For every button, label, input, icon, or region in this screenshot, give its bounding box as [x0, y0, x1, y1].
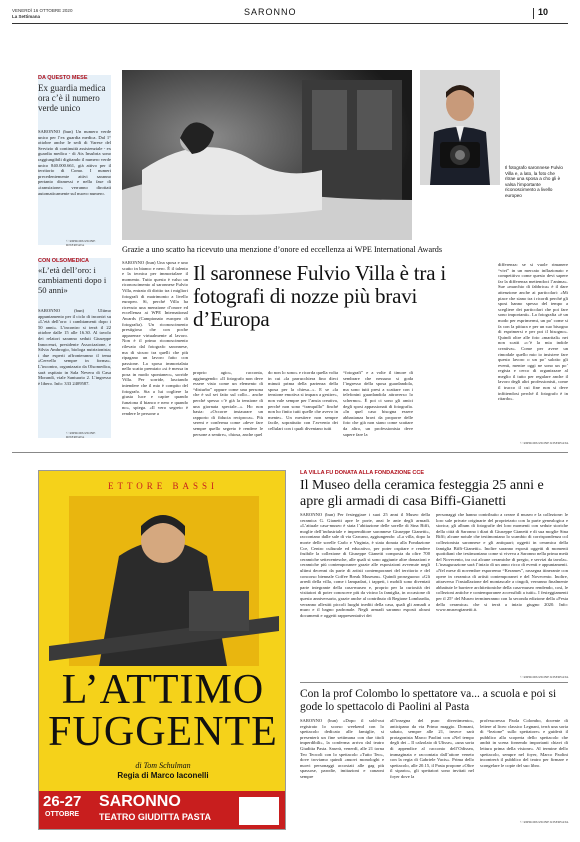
theater-repro: © RIPRODUZIONE RISERVATA — [520, 820, 569, 824]
poster-top-name: ETTORE BASSI — [107, 481, 219, 491]
poster-sponsor-logo — [239, 797, 279, 825]
theater-col1: SARONNO (bun) «Dopo il sold-out registrato lo scorso weekend con lo spettacolo dedicato alle famiglie, si presenterà un fine settimana con due titoli imperdibili», la conferma arriva dal teatro Giuditta Pasta. Saserà, venerdì, alle 21 torna Teo Teocoli con lo spettacolo «Tutto Teo», dove troviamo quindi «nuovi monologhi e nuovi personaggi accostati alle gag più spassose, parodie, imitazioni e canzoni sempre — [300, 718, 384, 779]
museum-kicker: LA VILLA FU DONATA ALLA FONDAZIONE CCE — [300, 470, 425, 476]
sidebar-bottom-title: «L’età dell’oro: i cambiamenti dopo i 50 anni» — [38, 265, 107, 295]
theater-headline: Con la prof Colombo lo spettatore va... a scuola e poi si gode lo spettacolo di Paolini al Pasta — [300, 688, 557, 713]
section-divider — [12, 452, 568, 453]
theater-col2: all’insegna del puro divertimento», anticipano da via Primo maggio. Domani, sabato, sempre alle 21, invece sarà protagonista Marco Paolini con «Nel tempo degli dei – Il calzolaio di Ulisse», «una sorta di appendice al racconto dell’Odissea, immaginata e raccontata dall’attore veneto con la regia di Gabriele Vacis». Prima dello spettacolo, alle 20.15, il Pasta propone «Oltre il sipario», gli spettatori sono invitati nel foyer dove la — [390, 718, 474, 779]
section-name: SARONNO — [244, 7, 297, 17]
theater-col3: professoressa Paola Colombo, docente di lettere al liceo classico Legnani, terrà una sorta di “lezione” sullo spettatore» e guiderà il pubblico alla scoperta dello spettacolo che andrà in scena fornendo importanti chiavi di lettura prima della visione». Al termine dello spettacolo, sempre nel foyer, Marco Paolini incontrerà il pubblico del teatro per firmare e scongelare le copie del suo libro. — [480, 718, 568, 768]
paper-name: La Settimana — [12, 14, 41, 19]
bride-photo — [122, 70, 412, 240]
date-line: VENERDÌ 16 OTTOBRE 2020 — [12, 8, 73, 13]
top-story-col4: “fotografi” e a volte il timore di sembrare che nessuno si goda l’ingresso della sposa guardandola, ma sono tutti presi a scattare con i telefonini guardandola attraverso lo schermo». È poi ci sono gli amici degli sposi appassionati di fotografia. «In quel caso bisogna essere abbastanza bravi da proporre delle foto che già non siano come scattare da altro, un professionista deve sapere fare la — [343, 370, 413, 437]
poster-city: SARONNO — [99, 793, 181, 810]
top-story-repro: © RIPRODUZIONE RISERVATA — [520, 441, 569, 445]
poster-title-line1: L’ATTIMO — [61, 667, 265, 713]
photo-caption: Il fotografo saronnese Fulvio Villa e, a lato, la foto che ritrae una sposa a cho gli è valsa l’importante riconoscimento a livello europeo — [505, 165, 563, 198]
bride-photo-illustration — [122, 70, 412, 240]
sidebar-bottom-kicker: CON OLSOMEDICA — [38, 258, 90, 264]
top-story-subheadline: Grazie a uno scatto ha ricevuto una menzione d’onore ed eccellenza ai WPE International Awards — [122, 245, 443, 254]
header-rule — [12, 23, 568, 24]
photographer-illustration — [420, 70, 500, 185]
poster-title-line2: FUGGENTE — [48, 709, 278, 755]
museum-repro: © RIPRODUZIONE RISERVATA — [520, 675, 569, 679]
theater-poster — [38, 470, 286, 830]
sidebar-bottom-repro: © RIPRODUZIONE RISERVATA — [66, 431, 96, 439]
header-separator — [533, 8, 534, 19]
museum-col1: SARONNO (bun) Per festeggiare i suoi 25 anni il Museo della ceramica G. Gianetti apre le porte, anzi le ante degli armadi. «L’attuale casa-museo è stata l’abitazione delle sorelle di Sina Biffi, moglie dell’industriale e imprenditore saronnese Giuseppe Gianetti», raccontano dalle sale di via Carcano, aggiungendo: «La villa, dopo la morte delle sorelle Carlo e Virginia, è stata donata alla Fondazione Cce, Centro culturale ed educativo, per poter ospitare e rendere fruibile la collezione di Giuseppe Gianetti composta da oltre 700 ceramiche settecentesche, alle quali si sono aggiunte altre donazioni e ceramiche più contemporanee grazie alle esposizioni avvenute negli ultimi decenni da parte di artisti contemporanei del territorio e del concorso biennale Coffee Break Museum». Quindi proseguono: «Gli arredi della villa, come i lampadari, i tappeti, i mobili sono diventati parte integrante della casa-museo e, proprio per la curiosità dei visitatori di poter conoscere più da vicino la famiglia, in occasione di questo anniversario, grazie anche al contributo di Regione Lombardia, verranno allestiti piccoli luoghi inediti della casa, quali gli armadi a muro e il bagno padronale. Negli armadi saranno esposti alcuni documenti e oggetti rappresentativi dei — [300, 512, 430, 618]
museum-col2: personaggi che hanno contribuito a creare il museo e la collezione: le loro sale private originarie del proprietario con la parte genealogica e storica; gli album di fotografie dei loro momenti con sedute storiche della città di Saronno i diari di Giuseppe Gianetti e di sua moglie Sina Biffi; alcune notule che testimoniano lo scambio di corrispondenza col collezionista saronnese e gli antiquari; oggetti in ceramica della famiglia Biffi-Gianetti». Inoltre saranno esposti oggetti di momenti quotidiani che testimoniano come si viveva a Saronno nella prima metà del Novecento, tra cui alcune ceramiche di pregio, e servizi da tavola». L’inaugurazione sarà l’inizio di un anno ricco di eventi e appuntamenti. «Nel mese di novembre esporremo “Kerames”, rassegna itinerante con opere in ceramica di artisti contemporanei e del Novecento. Inoltre, attraverso l’installazione del montascale a cingoli, verranno finalmente abbattute le barriere architettoniche della casa-museo rendendo, così, le collezioni antiche e contemporanee accessibili a tutti». I festeggiamenti per il 25° del Museo termineranno con la seconda edizione della «Festa della ceramica» che si terrà a inizio giugno 2020. Info: www.museogianetti.it. — [436, 512, 568, 613]
museum-headline: Il Museo della ceramica festeggia 25 anni e apre gli armadi di casa Biffi-Gianetti — [300, 478, 544, 509]
top-story-col3: do non lo sono» e ricorda quella volta in cui «la parrucchiera fino dieci minuti prima della partenza della sposa per la chiesa...». E se «la tensione emotiva si impara a gestire», non vale sempre per l’ansia creativa, perché non sono “tranquillo” finché non ho finito tutti quelle che avevo in mente». Un mestiere non sempre facile, soprattutto con l’avvento dei cellulari con i quali diventano tutti — [268, 370, 338, 431]
poster-venue: TEATRO GIUDITTA PASTA — [99, 812, 211, 822]
photographer-photo — [420, 70, 500, 185]
poster-month: OTTOBRE — [45, 811, 80, 818]
sidebar-top-kicker: DA QUESTO MESE — [38, 75, 88, 81]
sidebar-top-title: Ex guardia medica ora c’è il numero verde unico — [38, 83, 106, 113]
poster-illustration — [39, 496, 286, 666]
sidebar-bottom-body: SARONNO (bun) Ultimo appuntamento per il ciclo di incontri su «L’età dell’oro: i cambiamenti dopo i 50 anni». L’incontro si terrà il 22 ottobre dalle 15 alle 16.30. Al tavolo dei relatori saranno seduti Giuseppe Innocenzi, presidente Associazione, e Silvia Ambrogio, biologa nutrizionista; i due esperti affronteranno il tema «Cervello sempre in forma». L’incontro, organizzato da Olsomedica, sarà ospitato in Sala Nevera di Casa Morandi, viale Santuario 2. L’ingresso è libero. Info: 333 2409587. — [38, 308, 111, 386]
poster-footer — [39, 791, 286, 830]
poster-author: di Tom Schulman — [135, 761, 191, 770]
page-number: 10 — [538, 7, 549, 17]
sidebar-top — [38, 75, 111, 245]
top-story-col5: differenza: se si vuole rimanere “vivi” in un mercato inflazionato e competitivo come questo devi sapere far la differenza mettendoci l’anima». Sue «marchio di fabbrica» è il dare attenzione anche ai particolari: «Mi piace che siano tra i ricordi perché gli sposi hanno spesso del tempo a scegliere dei particolari che poi fare sono importanti». La fotografia «è un modo per esprimermi, un po’ come si fa con la pittura e per un suo bisogno di esprimersi e per poi il bisogno». Quindi oltre alle foto «maritali» nei non scatti «c’è la mia indole creativa». Come per avere un rimodale quello mio io insistere fare questo lavoro o un po’ salotto gli eventi, mentre oggi ne sono un po’ regista e cerco di organizzare al meglio il tutto per regalare anche il lavoro degli altri professionisti, come il trucco il cui fine non si deve infittendosi perché il fotografo è in ritardo». — [498, 262, 568, 402]
poster-director: Regia di Marco Iaconelli — [117, 771, 209, 780]
story-divider — [300, 682, 568, 683]
top-story-headline: Il saronnese Fulvio Villa è tra i fotografi di nozze più bravi d’Europa — [193, 261, 447, 331]
sidebar-top-body: SARONNO (bun) Un numero verde unico per l’ex guardia medica. Dal 1° ottobre anche le sedi di Varese del Servizio di continuità assistenziale - ex guardia medica - di Ats Insubria sono raggiungibili digitando il numero verde unico 840.000.661, già attivo per il territorio di Como. I numeri precedentemente attivi saranno pertanto dismessi e nella fase di «transizione» verranno dirottati automaticamente sul nuovo numero. — [38, 129, 111, 196]
poster-dates: 26-27 — [43, 793, 82, 810]
sidebar-bottom — [38, 258, 111, 438]
top-story-col1: SARONNO (bun) Una sposa e uno scatto in bianco e nero. È il talento e la tecnica per immortalare il momento. Tutto questo è valso un riconoscimento al saronnese Fulvio Villa, entrato di diritto tra i migliori fotografi di matrimonio a livello europeo. Sì, perché Villa ha ricevuto una menzione d’onore ed eccellenza ai WPE International Awards (Campionato europeo di fotografia). Un riconoscimento prestigioso che con poche apparenze virtualmente al lavoro. Non è il primo riconoscimento rilevato dal fotografo saronnese, ma di sicuro tra quelli che più ripagano un lavoro fatto con passione. La sposa immortalata nello scatto premiato «si è messa in posa in modo spontaneo», sorride Villa. Per sorride, lasciando intendere che il mio è compito del fotografo. Sta a lui cogliere la giusta luce e capire quando funziona il bianco e nero e quando no», spiega. «Il vero segreto è rendere le persone a — [122, 260, 188, 417]
top-story-col2: proprio agio», racconta, aggiungendo: «Il fotografo non deve essere visto come un elemento di “disturbo” oppure come una persona che è sul set fatto sul collo... anche perché spesso c’è già la tensione di una giornata speciale...». Ho non basta: «Occorre instaurare un rapporto di fiducia reciproca». Più sereni e conferma come «deve fare sempre quello segreto è rendere le persone a sentire», chiosa, anche quel — [193, 370, 263, 437]
sidebar-top-repro: © RIPRODUZIONE RISERVATA — [66, 239, 96, 247]
